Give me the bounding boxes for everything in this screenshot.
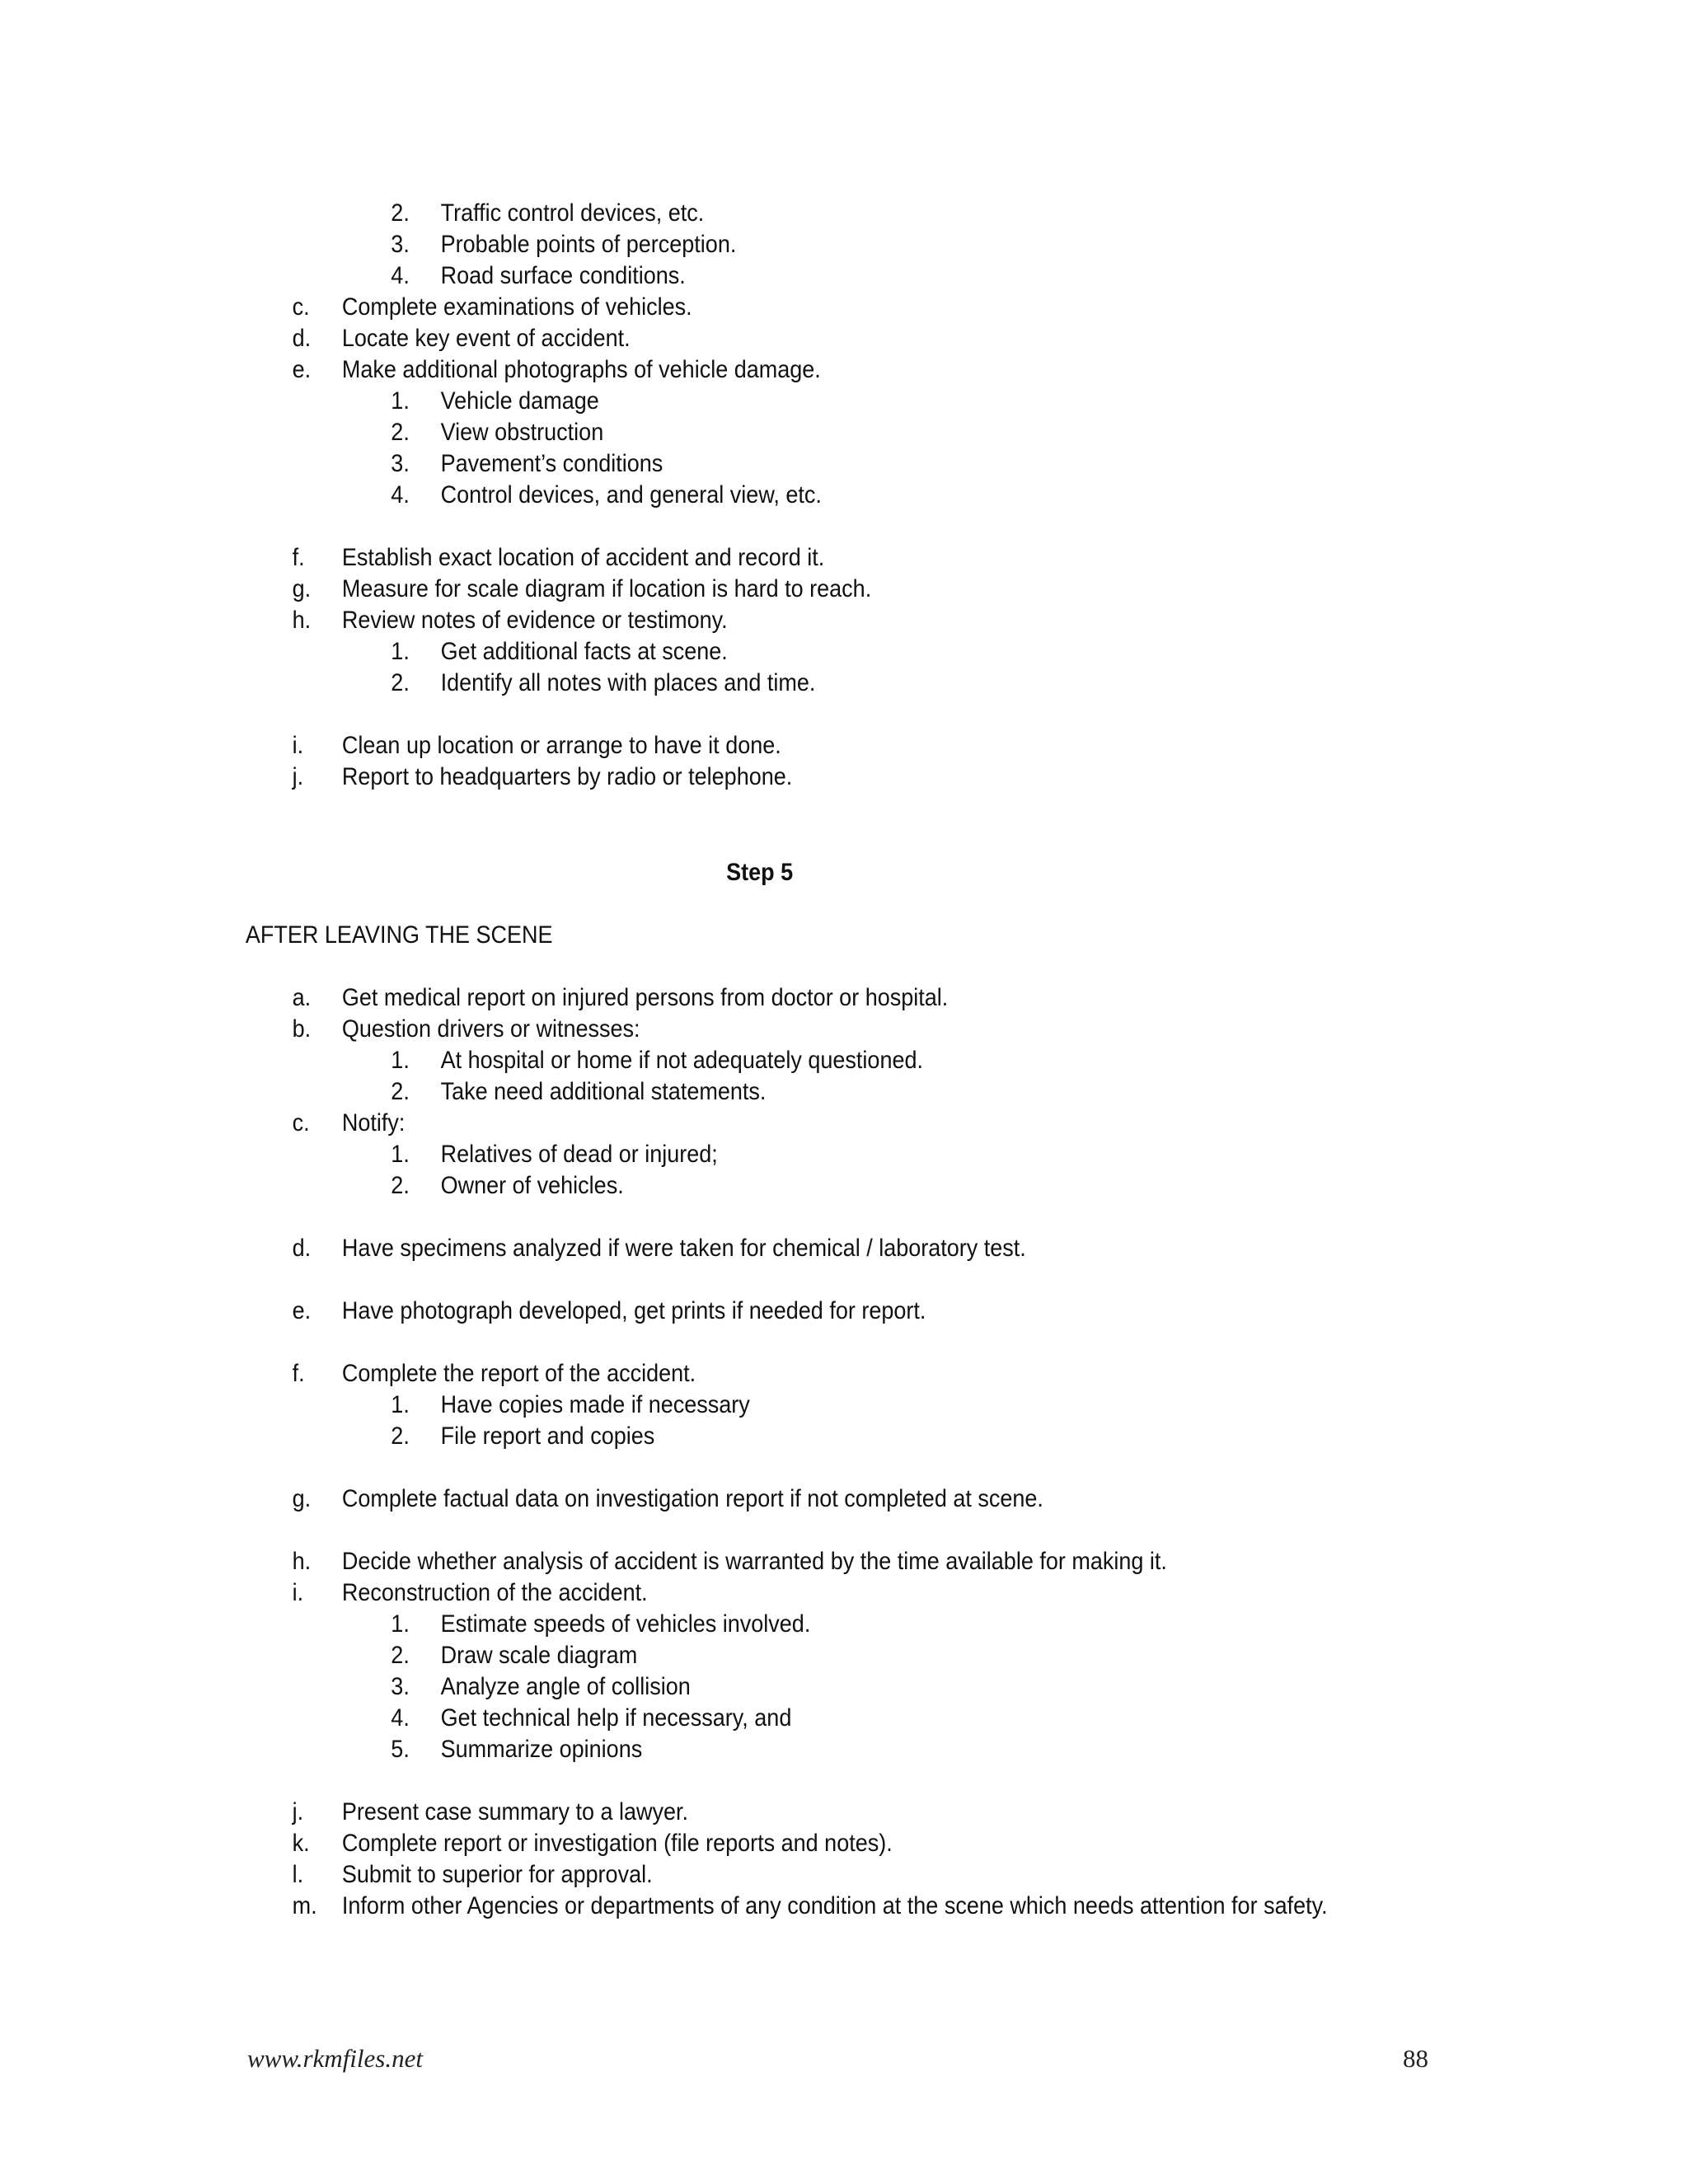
list-item-text: Submit to superior for approval. — [341, 1861, 653, 1888]
list-item-text: Have specimens analyzed if were taken for chemical / laboratory test. — [341, 1235, 1026, 1262]
list-marker: 2. — [391, 419, 410, 446]
list-item-text: Traffic control devices, etc. — [440, 199, 705, 227]
list-marker: k. — [292, 1830, 310, 1857]
list-marker: 1. — [391, 1047, 410, 1074]
list-item-text: Take need additional statements. — [440, 1078, 767, 1105]
list-item-text: Have copies made if necessary — [440, 1391, 750, 1418]
list-marker: h. — [292, 1548, 312, 1575]
list-marker: 1. — [391, 1141, 410, 1168]
list-item-text: Question drivers or witnesses: — [341, 1015, 640, 1043]
list-item-text: Review notes of evidence or testimony. — [341, 607, 728, 634]
list-marker: m. — [292, 1892, 317, 1919]
section-title: AFTER LEAVING THE SCENE — [245, 921, 553, 949]
list-item-text: Get medical report on injured persons from doctor or hospital. — [341, 984, 949, 1011]
list-marker: d. — [292, 325, 312, 352]
list-item-text: Have photograph developed, get prints if needed for report. — [341, 1297, 926, 1324]
list-item-text: Make additional photographs of vehicle damage. — [341, 356, 821, 383]
list-marker: h. — [292, 607, 312, 634]
list-marker: 3. — [391, 1673, 410, 1700]
page-number: 88 — [1403, 2044, 1428, 2073]
list-item-text: At hospital or home if not adequately questioned. — [440, 1047, 923, 1074]
list-marker: 2. — [391, 669, 410, 696]
list-marker: 2. — [391, 1642, 410, 1669]
list-item-text: Relatives of dead or injured; — [440, 1141, 718, 1168]
list-marker: f. — [292, 1360, 305, 1387]
list-marker: g. — [292, 1485, 312, 1512]
list-marker: 2. — [391, 1078, 410, 1105]
list-item-text: Report to headquarters by radio or telephone. — [341, 763, 793, 790]
step-heading: Step 5 — [726, 859, 794, 886]
list-item-text: Estimate speeds of vehicles involved. — [440, 1610, 811, 1638]
list-marker: i. — [292, 1579, 304, 1606]
list-item-text: Complete report or investigation (file reports and notes). — [341, 1830, 893, 1857]
list-item-text: Road surface conditions. — [440, 262, 686, 289]
list-marker: b. — [292, 1015, 312, 1043]
list-item-text: Owner of vehicles. — [440, 1172, 624, 1199]
list-marker: c. — [292, 1109, 310, 1137]
list-item-text: Complete the report of the accident. — [341, 1360, 696, 1387]
list-item-text: Reconstruction of the accident. — [341, 1579, 648, 1606]
list-marker: 5. — [391, 1736, 410, 1763]
list-item-text: Measure for scale diagram if location is hard to reach. — [341, 575, 872, 602]
list-marker: e. — [292, 356, 312, 383]
list-item-text: Notify: — [341, 1109, 406, 1137]
list-item-text: Establish exact location of accident and record it. — [341, 544, 825, 571]
list-item-text: Complete examinations of vehicles. — [341, 293, 692, 321]
list-marker: 2. — [391, 1172, 410, 1199]
list-marker: 1. — [391, 1610, 410, 1638]
list-marker: j. — [292, 1798, 304, 1825]
list-item-text: Identify all notes with places and time. — [440, 669, 816, 696]
list-marker: 2. — [391, 199, 410, 227]
list-marker: 1. — [391, 387, 410, 415]
list-marker: 4. — [391, 262, 410, 289]
footer-url: www.rkmfiles.net — [247, 2044, 423, 2073]
list-marker: 4. — [391, 1704, 410, 1732]
list-item-text: Locate key event of accident. — [341, 325, 631, 352]
list-marker: 1. — [391, 1391, 410, 1418]
list-item-text: View obstruction — [440, 419, 604, 446]
list-marker: j. — [292, 763, 304, 790]
list-marker: g. — [292, 575, 312, 602]
list-marker: c. — [292, 293, 310, 321]
list-item-text: Get technical help if necessary, and — [440, 1704, 792, 1732]
list-marker: 3. — [391, 231, 410, 258]
list-marker: i. — [292, 732, 304, 759]
list-marker: l. — [292, 1861, 304, 1888]
list-item-text: Control devices, and general view, etc. — [440, 481, 822, 509]
list-marker: f. — [292, 544, 305, 571]
list-item-text: Present case summary to a lawyer. — [341, 1798, 689, 1825]
list-item-text: Inform other Agencies or departments of any condition at the scene which needs attention for safety. — [341, 1892, 1328, 1919]
list-item-text: File report and copies — [440, 1422, 655, 1450]
list-item-text: Complete factual data on investigation report if not completed at scene. — [341, 1485, 1043, 1512]
list-item-text: Decide whether analysis of accident is warranted by the time available for making it. — [341, 1548, 1167, 1575]
list-item-text: Analyze angle of collision — [440, 1673, 691, 1700]
list-item-text: Probable points of perception. — [440, 231, 737, 258]
list-marker: a. — [292, 984, 312, 1011]
list-item-text: Clean up location or arrange to have it done. — [341, 732, 781, 759]
list-marker: d. — [292, 1235, 312, 1262]
list-marker: 2. — [391, 1422, 410, 1450]
list-item-text: Summarize opinions — [440, 1736, 643, 1763]
list-item-text: Vehicle damage — [440, 387, 599, 415]
list-marker: 3. — [391, 450, 410, 477]
list-marker: 4. — [391, 481, 410, 509]
list-item-text: Get additional facts at scene. — [440, 638, 728, 665]
list-item-text: Draw scale diagram — [440, 1642, 638, 1669]
list-marker: e. — [292, 1297, 312, 1324]
list-item-text: Pavement’s conditions — [440, 450, 663, 477]
list-marker: 1. — [391, 638, 410, 665]
